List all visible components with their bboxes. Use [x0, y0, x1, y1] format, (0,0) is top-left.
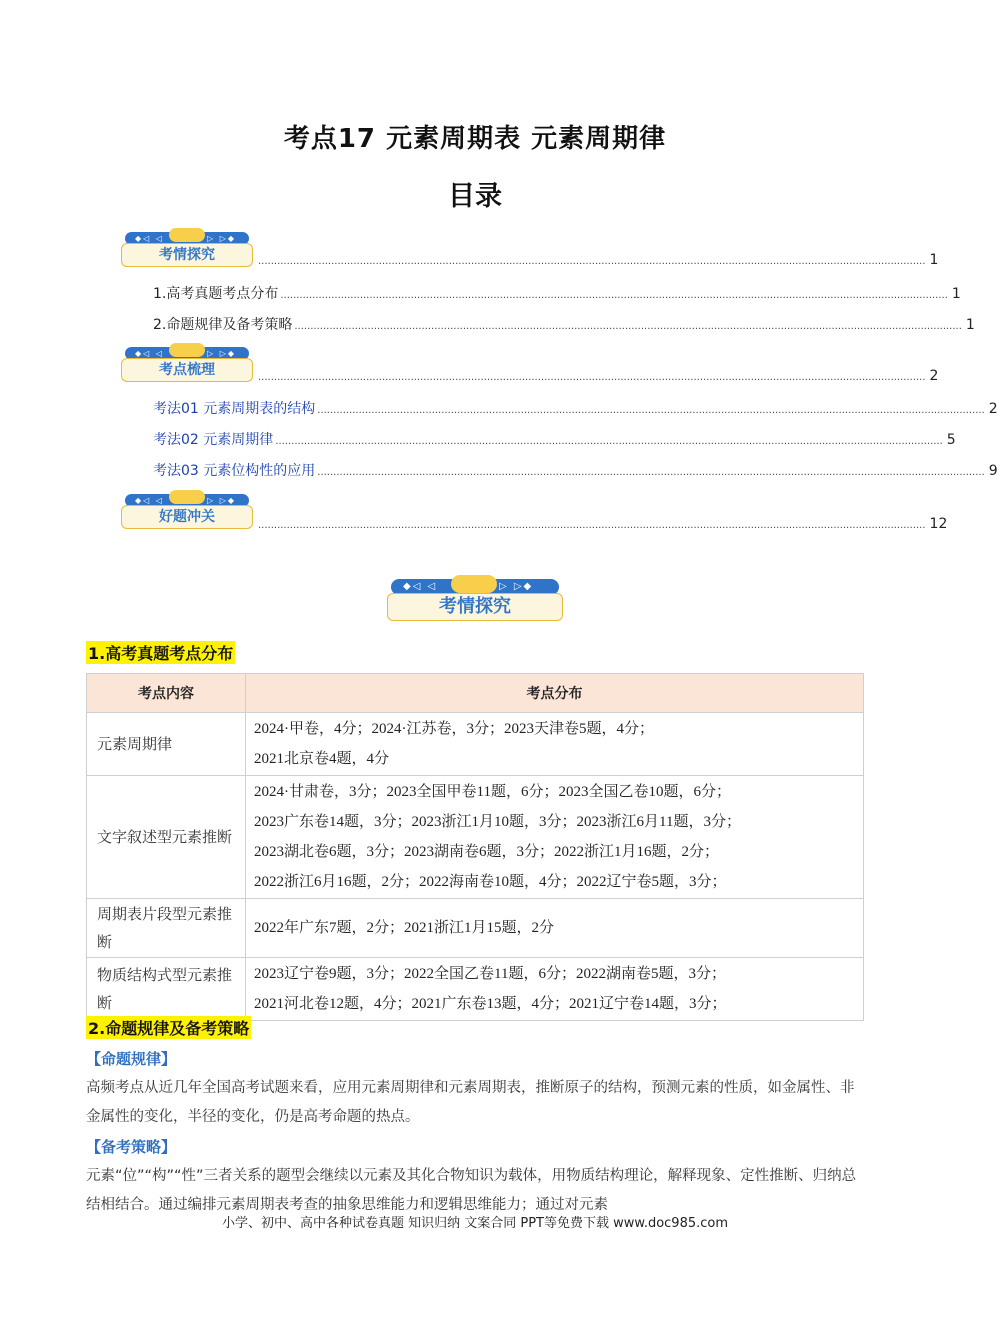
- toc-entry-kaofa-01[interactable]: 考法01 元素周期表的结构 .................................................................................................................................................................................................................. 2: [153, 401, 998, 417]
- strategy-paragraph: 元素“位”“构”“性”三者关系的题型会继续以元素及其化合物知识为载体，用物质结构理论，解释现象、定性推断、归纳总结相结合。通过编排元素周期表考查的抽象思维能力和逻辑思维能力；通过对元素: [86, 1168, 857, 1213]
- document-title: 考点17 元素周期表 元素周期律: [283, 124, 667, 154]
- distribution-cell: 2022年广东7题，2分；2021浙江1月15题，2分: [246, 899, 864, 958]
- arrow-left-icon: ◆◁ ◁: [135, 234, 164, 243]
- badge-kaodian[interactable]: [121, 344, 253, 382]
- table-row: [87, 776, 864, 899]
- badge-label: 考情探究: [121, 243, 253, 267]
- toc-entry-kaoqing[interactable]: .................................................................................................................................................................................................................. 1: [258, 252, 939, 268]
- arrow-right-icon: ▷ ▷◆: [207, 496, 236, 505]
- badge-haoti[interactable]: [121, 491, 253, 529]
- table-row: [87, 713, 864, 776]
- badge-label: 考点梳理: [121, 358, 253, 382]
- rule-paragraph: 高频考点从近几年全国高考试题来看，应用元素周期律和元素周期表，推断原子的结构，预测元素的性质，如金属性、非金属性的变化，半径的变化，仍是高考命题的热点。: [86, 1080, 855, 1125]
- arrow-left-icon: ◆◁ ◁: [135, 496, 164, 505]
- column-header: 考点分布: [246, 674, 864, 713]
- badge-label: 考情探究: [387, 593, 563, 621]
- arrow-right-icon: ▷ ▷◆: [207, 234, 236, 243]
- page-footer: 小学、初中、高中各种试卷真题 知识归纳 文案合同 PPT等免费下载 www.doc985.com: [221, 1216, 729, 1231]
- toc-entry-haoti[interactable]: .................................................................................................................................................................................................................. 12: [258, 516, 948, 532]
- rule-heading: 【命题规律】: [86, 1050, 177, 1068]
- arrow-left-icon: ◆◁ ◁: [403, 581, 438, 592]
- arrow-right-icon: ▷ ▷◆: [207, 349, 236, 358]
- toc-entry-kaofa-02[interactable]: 考法02 元素周期律 .................................................................................................................................................................................................................. 5: [153, 432, 956, 448]
- distribution-cell: 2024·甘肃卷，3分；2023全国甲卷11题，6分；2023全国乙卷10题，6分； 2023广东卷14题，3分；2023浙江1月10题，3分；2023浙江6月11题，3分； 2023湖北卷6题，3分；2023湖南卷6题，3分；2022浙江1月16题，2分； 2022浙江6月16题，2分；2022海南卷10题，4分；2022辽宁卷5题，3分；: [246, 776, 864, 899]
- badge-kaoqing[interactable]: [121, 229, 253, 267]
- toc-entry-kaofa-03[interactable]: 考法03 元素位构性的应用 .................................................................................................................................................................................................................. 9: [153, 463, 998, 479]
- toc-entry-1[interactable]: 1.高考真题考点分布 .................................................................................................................................................................................................................. 1: [153, 286, 961, 302]
- column-header: 考点内容: [87, 674, 246, 713]
- strategy-heading: 【备考策略】: [86, 1138, 177, 1156]
- section-badge-kaoqing: [387, 576, 563, 622]
- table-row: [87, 899, 864, 958]
- table-header-row: [87, 674, 864, 713]
- topic-cell: 元素周期律: [87, 713, 246, 776]
- topic-cell: 物质结构式型元素推断: [87, 958, 246, 1021]
- distribution-cell: 2024·甲卷，4分；2024·江苏卷，3分；2023天津卷5题，4分； 2021北京卷4题，4分: [246, 713, 864, 776]
- table-row: [87, 958, 864, 1021]
- toc-heading: 目录: [448, 181, 502, 212]
- section2-title: 2.命题规律及备考策略: [86, 1016, 251, 1039]
- toc-entry-2[interactable]: 2.命题规律及备考策略 .................................................................................................................................................................................................................. 1: [153, 317, 975, 333]
- topic-cell: 周期表片段型元素推断: [87, 899, 246, 958]
- topic-cell: 文字叙述型元素推断: [87, 776, 246, 899]
- exam-distribution-table: [86, 673, 864, 1021]
- arrow-left-icon: ◆◁ ◁: [135, 349, 164, 358]
- arrow-right-icon: ▷ ▷◆: [499, 581, 534, 592]
- distribution-cell: 2023辽宁卷9题，3分；2022全国乙卷11题，6分；2022湖南卷5题，3分； 2021河北卷12题，4分；2021广东卷13题，4分；2021辽宁卷14题，3分；: [246, 958, 864, 1021]
- section1-title: 1.高考真题考点分布: [86, 641, 235, 664]
- toc-entry-kaodian[interactable]: .................................................................................................................................................................................................................. 2: [258, 368, 939, 384]
- badge-label: 好题冲关: [121, 505, 253, 529]
